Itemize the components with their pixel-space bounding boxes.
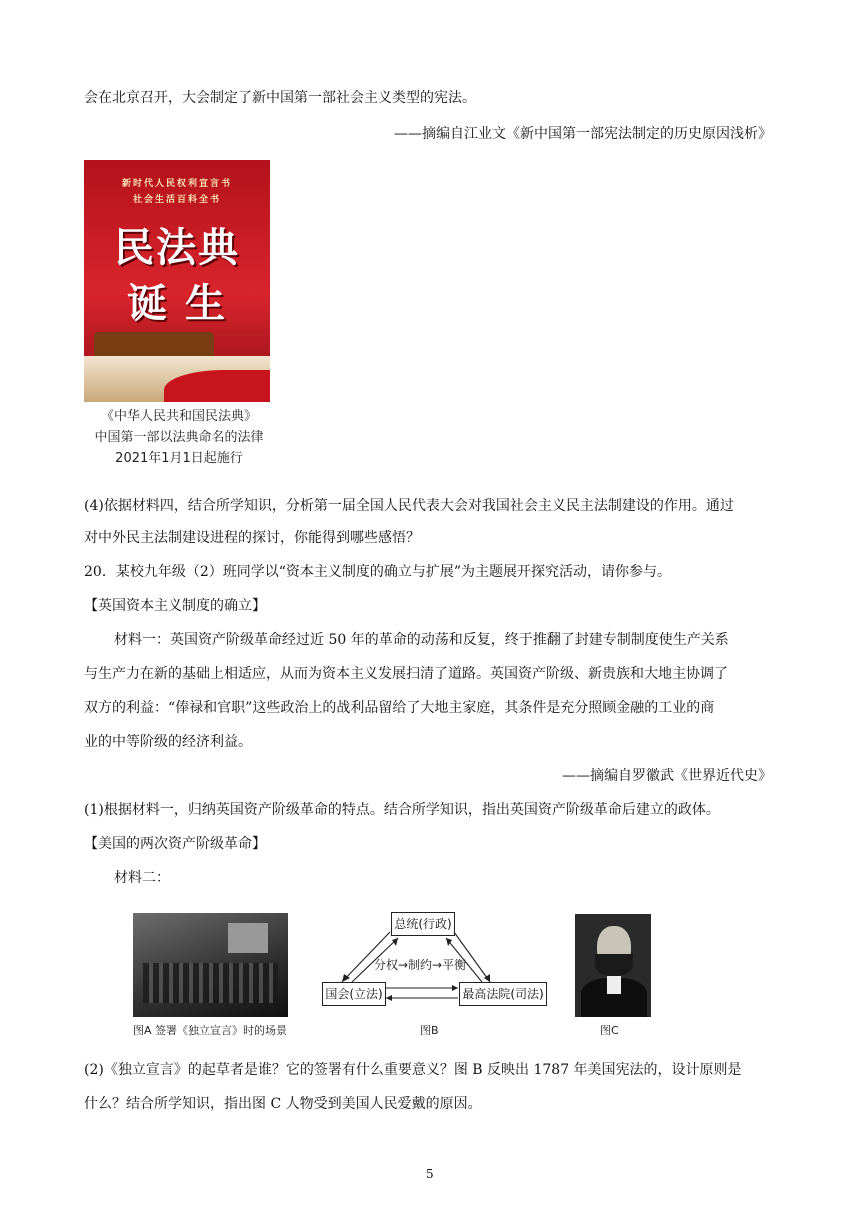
question-2: (2)《独立宣言》的起草者是谁？它的签署有什么重要意义？图 B 反映出 1787 年美国宪法的，设计原则是 xyxy=(84,1062,742,1078)
figure-c-caption: 图C xyxy=(600,1024,619,1037)
poster-title: 诞 生 xyxy=(127,281,227,327)
figure-a-caption: 图A 签署《独立宣言》时的场景 xyxy=(133,1024,288,1037)
question-4: (4)依据材料四，结合所学知识，分析第一届全国人民代表大会对我国社会主义民主法制建设的作用。通过 xyxy=(84,498,734,514)
section-heading: 【英国资本主义制度的确立】 xyxy=(84,598,266,614)
declaration-signing-photo xyxy=(133,913,288,1017)
figure-b-caption: 图B xyxy=(420,1024,439,1037)
poster-caption: 《中华人民共和国民法典》 xyxy=(100,409,257,424)
poster-title: 民法典 xyxy=(114,225,240,271)
executive-box: 总统(行政) xyxy=(391,912,455,936)
question-20: 20．某校九年级（2）班同学以“资本主义制度的确立与扩展”为主题展开探究活动，请你参与。 xyxy=(84,564,672,580)
poster-caption: 2021年1月1日起施行 xyxy=(115,451,243,466)
material-text: 与生产力在新的基础上相适应，从而为资本主义发展扫清了道路。英国资产阶级、新贵族和大地主协调了 xyxy=(84,666,728,682)
material-text: 材料一：英国资产阶级革命经过近 50 年的革命的动荡和反复，终于推翻了封建专制制度使生产关系 xyxy=(114,632,729,648)
poster-subtitle: 新时代人民权利宣言书 xyxy=(121,179,232,189)
question-2: 什么？结合所学知识，指出图 C 人物受到美国人民爱戴的原因。 xyxy=(84,1096,482,1112)
poster-caption: 中国第一部以法典命名的法律 xyxy=(94,430,264,445)
civil-code-poster xyxy=(84,160,270,402)
separation-of-powers-label: 分权→制约→平衡 xyxy=(374,958,467,972)
citation: ——摘编自罗徽武《世界近代史》 xyxy=(562,768,772,784)
checks-arrows xyxy=(320,910,550,1010)
lincoln-portrait xyxy=(575,914,651,1017)
section-heading: 【美国的两次资产阶级革命】 xyxy=(84,836,266,852)
material-text: 双方的利益：“俸禄和官职”这些政治上的战利品留给了大地主家庭，其条件是充分照顾金融的工业的商 xyxy=(84,700,715,716)
citation: ——摘编自江业文《新中国第一部宪法制定的历史原因浅析》 xyxy=(394,126,772,142)
legislative-box: 国会(立法) xyxy=(322,982,386,1006)
page-number: 5 xyxy=(426,1167,434,1181)
text-line: 会在北京召开，大会制定了新中国第一部社会主义类型的宪法。 xyxy=(84,90,476,106)
question-1: (1)根据材料一，归纳英国资产阶级革命的特点。结合所学知识，指出英国资产阶级革命后建立的政体。 xyxy=(84,802,720,818)
question-4: 对中外民主法制建设进程的探讨，你能得到哪些感悟？ xyxy=(84,530,420,546)
poster-subtitle: 社会生活百科全书 xyxy=(132,195,221,205)
material-text: 业的中等阶级的经济利益。 xyxy=(84,734,252,750)
material-label: 材料二： xyxy=(114,870,170,886)
judicial-box: 最高法院(司法) xyxy=(459,982,547,1006)
